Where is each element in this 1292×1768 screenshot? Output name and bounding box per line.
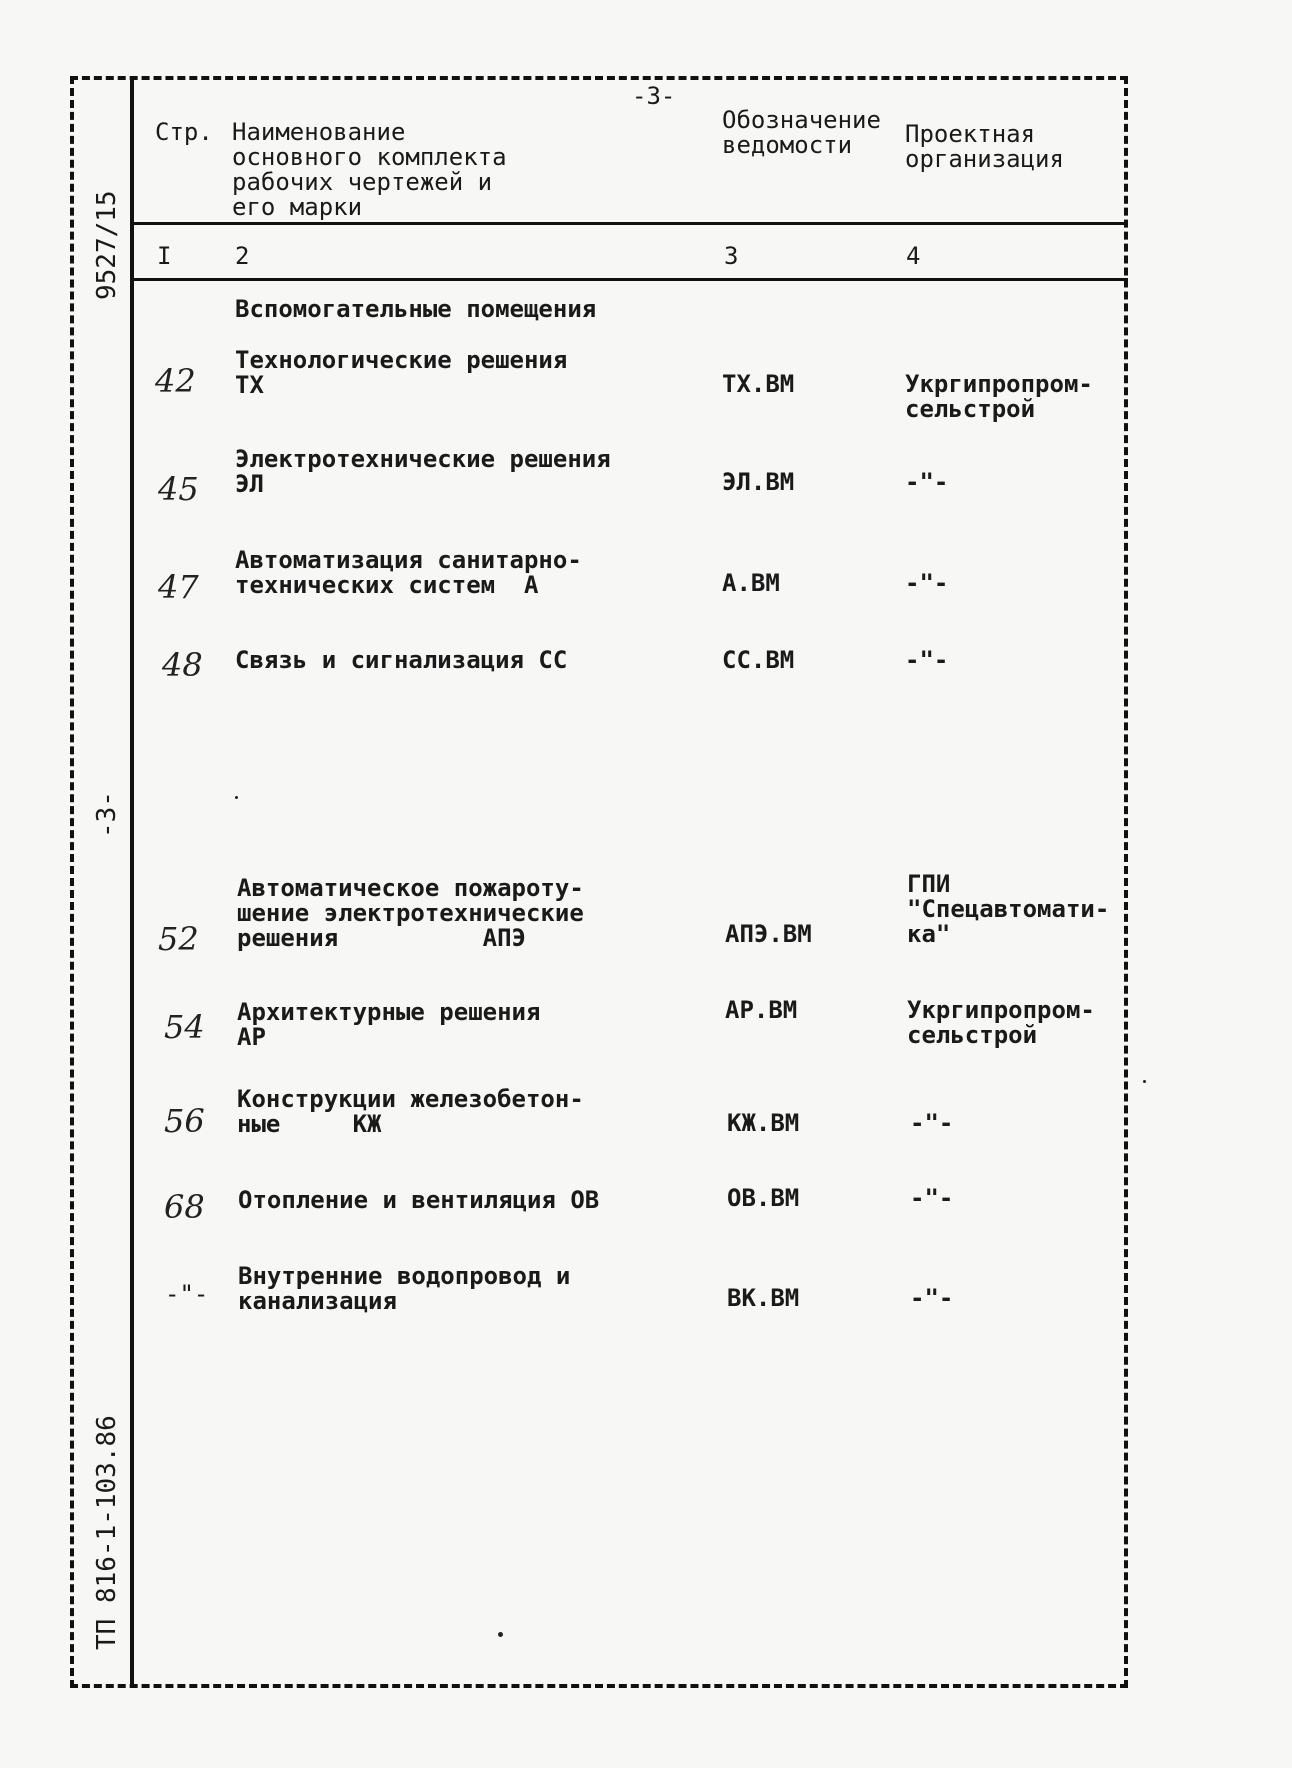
- frame-bottom-dashed-line: [70, 1684, 1128, 1688]
- scan-speck: [235, 796, 238, 799]
- row-name: Электротехнические решения ЭЛ: [235, 445, 611, 498]
- page-number: -3-: [632, 82, 676, 110]
- row-organization: -"-: [905, 646, 949, 674]
- row-organization: -"-: [910, 1109, 954, 1137]
- header-divider: [130, 222, 1128, 225]
- row-organization: -"-: [905, 468, 949, 496]
- row-name: Автоматическое пожароту- шение электротехнические решения АПЭ: [237, 874, 584, 952]
- header-name: Наименование основного комплекта рабочих чертежей и его марки: [232, 118, 507, 221]
- row-page-number: 42: [155, 362, 196, 400]
- row-page-number: 54: [164, 1008, 205, 1046]
- row-name: Отопление и вентиляция ОВ: [238, 1186, 600, 1214]
- row-page-number: -"-: [165, 1280, 209, 1308]
- header-page: Стр.: [155, 118, 213, 146]
- side-page-number: -3-: [92, 791, 122, 838]
- row-designation: АР.ВМ: [725, 996, 798, 1024]
- row-page-number: 45: [158, 470, 199, 508]
- row-designation: ОВ.ВМ: [727, 1184, 800, 1212]
- header-organization: Проектная организация: [905, 120, 1064, 173]
- row-organization: Укргипропром- сельстрой: [905, 370, 1093, 423]
- row-page-number: 47: [158, 568, 199, 606]
- scan-speck: [1143, 1080, 1146, 1083]
- section-title: Вспомогательные помещения: [235, 295, 597, 323]
- row-designation: ВК.ВМ: [727, 1284, 800, 1312]
- side-doc-code: 9527/15: [92, 190, 122, 300]
- row-page-number: 56: [164, 1102, 205, 1140]
- row-designation: КЖ.ВМ: [727, 1109, 800, 1137]
- row-name: Архитектурные решения АР: [237, 998, 541, 1051]
- side-series-code: ТП 816-1-103.86: [92, 1415, 122, 1650]
- frame-right-dashed-line: [1124, 76, 1128, 1688]
- scan-speck: [498, 1632, 503, 1637]
- column-number-divider: [130, 278, 1128, 281]
- row-page-number: 52: [158, 920, 199, 958]
- column-number-2: 2: [235, 242, 250, 270]
- row-name: Внутренние водопровод и канализация: [238, 1262, 571, 1315]
- row-page-number: 48: [162, 646, 203, 684]
- row-page-number: 68: [164, 1188, 205, 1226]
- header-designation: Обозначение ведомости: [722, 106, 881, 159]
- column-number-3: 3: [724, 242, 739, 270]
- frame-top-dashed-line: [70, 76, 1128, 80]
- row-designation: ЭЛ.ВМ: [722, 468, 795, 496]
- column-number-4: 4: [906, 242, 921, 270]
- frame-binding-line: [130, 76, 134, 1688]
- row-name: Технологические решения ТХ: [235, 346, 568, 399]
- row-name: Конструкции железобетон- ные КЖ: [237, 1085, 584, 1138]
- row-designation: СС.ВМ: [722, 646, 795, 674]
- row-organization: Укргипропром- сельстрой: [907, 996, 1095, 1049]
- row-name: Автоматизация санитарно- технических систем А: [235, 546, 582, 599]
- frame-left-dashed-line: [70, 76, 74, 1688]
- row-organization: -"-: [910, 1284, 954, 1312]
- row-designation: АПЭ.ВМ: [725, 920, 812, 948]
- row-designation: А.ВМ: [722, 569, 780, 597]
- row-organization: -"-: [910, 1184, 954, 1212]
- row-designation: ТХ.ВМ: [722, 370, 795, 398]
- row-organization: -"-: [905, 569, 949, 597]
- row-name: Связь и сигнализация СС: [235, 646, 568, 674]
- column-number-1: I: [157, 242, 172, 270]
- row-organization: ГПИ "Спецавтомати- ка": [907, 870, 1110, 948]
